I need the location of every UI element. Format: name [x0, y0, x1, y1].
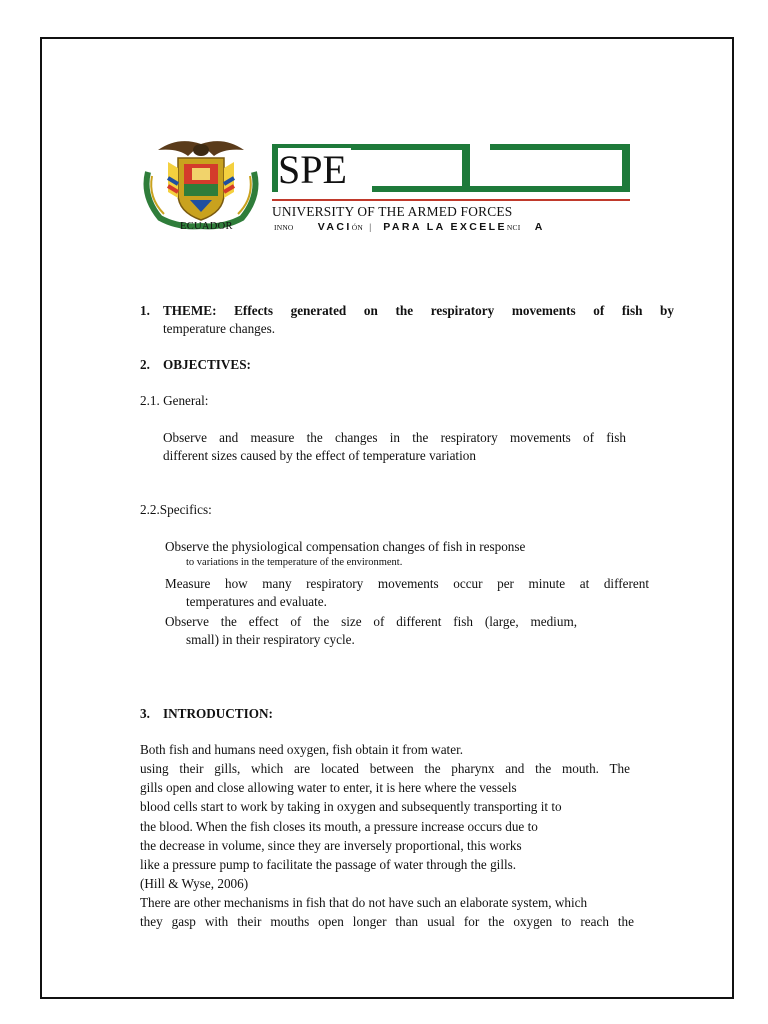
intro-line-3: gills open and close allowing water to enter, it is here where the vessels — [140, 780, 517, 795]
specific-item-text: Measure how many respiratory movements occur per minute at different — [165, 576, 649, 591]
motto-part: A — [534, 221, 545, 233]
theme-line-2: temperature changes. — [163, 321, 276, 336]
intro-line-2: using their gills, which are located between the pharynx and the mouth. The — [140, 761, 630, 776]
intro-line-1: Both fish and humans need oxygen, fish obtain it from water. — [140, 742, 464, 757]
motto-part: PARA LA EXCELE — [383, 221, 507, 233]
specific-item-3-cont: small) in their respiratory cycle. — [186, 632, 355, 647]
theme-text: Effects generated on the respiratory movements of fish by — [234, 303, 674, 318]
introduction-number: 3. — [140, 706, 150, 721]
intro-citation: (Hill & Wyse, 2006) — [140, 876, 249, 891]
specific-item-text: Observe the effect of the size of different fish (large, medium, — [165, 614, 577, 629]
motto-part: VACI — [317, 221, 352, 233]
logo-stroke — [622, 144, 630, 192]
logo-stroke — [490, 144, 630, 150]
specific-item-text: Observe the physiological compensation changes of fish in response — [165, 539, 526, 554]
university-name: UNIVERSITY OF THE ARMED FORCES — [272, 204, 513, 219]
theme-number: 1. — [140, 303, 150, 318]
motto-part: INNO — [274, 223, 294, 232]
general-line-1: Observe and measure the changes in the respiratory movements of fish — [163, 430, 626, 445]
introduction-heading: INTRODUCTION: — [163, 706, 273, 721]
specific-item-3 — [165, 613, 577, 632]
intro-line-4: blood cells start to work by taking in oxygen and subsequently transporting it to — [140, 799, 562, 814]
logo-stroke-bottom — [372, 186, 630, 192]
intro-line-5: the blood. When the fish closes its mouth, a pressure increase occurs due to — [140, 819, 538, 834]
logo-spe-text: SPE — [278, 148, 351, 192]
specific-item-1-cont: to variations in the temperature of the environment. — [186, 557, 403, 568]
theme-label: THEME: — [163, 303, 217, 318]
logo-stroke — [462, 144, 470, 186]
specifics-heading: 2.2.Specifics: — [140, 502, 212, 517]
country-label: ECUADOR — [180, 221, 233, 232]
motto-part: ÓN — [351, 223, 363, 232]
specific-item-2 — [165, 575, 649, 594]
motto: INNO VACIÓN | PARA LA EXCELENCI A — [274, 221, 545, 233]
motto-part: NCI — [506, 223, 521, 232]
objectives-heading: OBJECTIVES: — [163, 357, 251, 372]
theme-line-1 — [163, 302, 674, 320]
intro-line-9: There are other mechanisms in fish that do not have such an elaborate system, which — [140, 895, 588, 910]
specific-item-2-cont: temperatures and evaluate. — [186, 594, 327, 609]
objectives-number: 2. — [140, 357, 150, 372]
intro-line-7: like a pressure pump to facilitate the passage of water through the gills. — [140, 857, 517, 872]
institution-header — [122, 126, 658, 238]
intro-line-6: the decrease in volume, since they are inversely proportional, this works — [140, 838, 522, 853]
intro-line-10: they gasp with their mouths open longer than usual for the oxygen to reach the — [140, 914, 634, 929]
general-heading: 2.1. General: — [140, 393, 209, 408]
coat-of-arms-seal — [138, 138, 264, 230]
general-line-2: different sizes caused by the effect of temperature variation — [163, 448, 476, 463]
logo-red-rule — [272, 199, 630, 201]
